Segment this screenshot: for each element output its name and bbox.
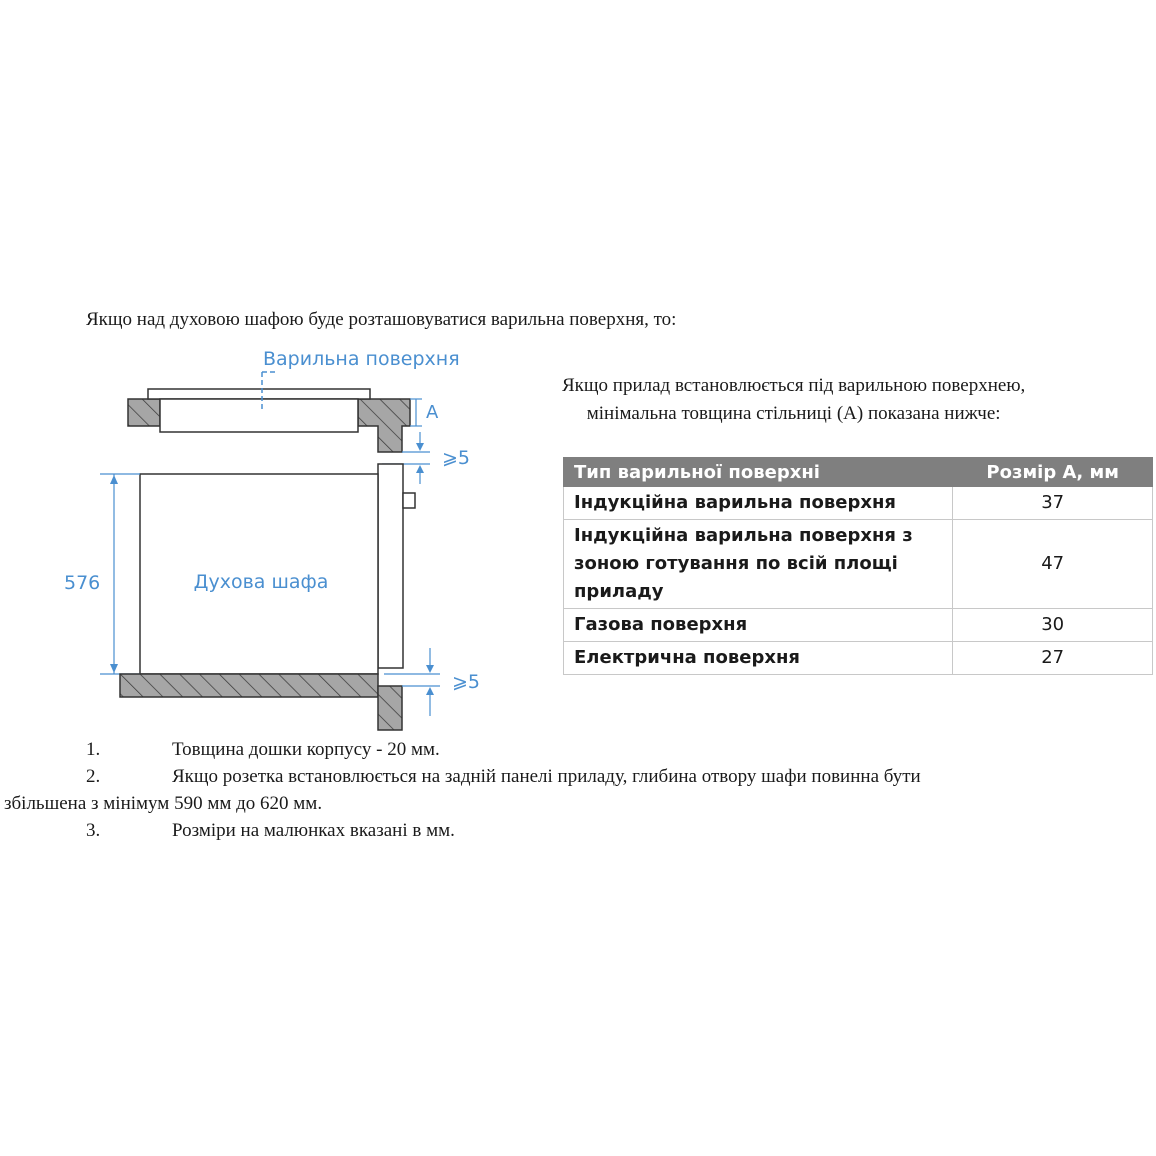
note-item [0, 763, 1156, 790]
cell-hob-type: Індукційна варильна поверхня з зоною готування по всій площі приладу [564, 520, 953, 609]
hob-body [160, 399, 358, 432]
notes-list [0, 736, 1156, 844]
note-item [0, 817, 1156, 844]
dim-576-label: 576 [64, 572, 101, 594]
right-intro [562, 372, 1025, 428]
bottom-shelf [120, 674, 378, 697]
cell-size: 30 [953, 609, 1153, 642]
table-header-row [564, 458, 1153, 487]
oven-label: Духова шафа [193, 571, 329, 593]
dim-576-arrowhead-top [110, 475, 118, 484]
hob-thickness-table [563, 457, 1153, 675]
right-intro-line2: мінімальна товщина стільниці (А) показана нижче: [586, 403, 1001, 424]
note-item [0, 736, 1156, 763]
cell-size: 27 [953, 642, 1153, 675]
hob-plate [148, 389, 370, 399]
cell-size: 47 [953, 520, 1153, 609]
bottom-side-panel [378, 686, 402, 730]
table-row [564, 520, 1153, 609]
countertop-right [358, 399, 410, 452]
intro-text: Якщо над духовою шафою буде розташовуватися варильна поверхня, то: [86, 309, 677, 330]
hob-label: Варильна поверхня [263, 348, 460, 370]
table-row [564, 609, 1153, 642]
cell-hob-type: Газова поверхня [564, 609, 953, 642]
note-continuation: збільшена з мінімум 590 мм до 620 мм. [4, 793, 323, 814]
dim-576-arrowhead-bottom [110, 664, 118, 673]
countertop-left [128, 399, 160, 426]
gap-bottom-arrowhead1 [426, 665, 434, 673]
header-size-a: Розмір А, мм [953, 458, 1153, 487]
note-text: Розміри на малюнках вказані в мм. [172, 820, 455, 841]
note-text: Якщо розетка встановлюється на задній панелі приладу, глибина отвору шафи повинна бути [172, 766, 921, 787]
note-number: 2. [86, 766, 101, 787]
oven-handle [403, 493, 415, 508]
header-hob-type: Тип варильної поверхні [564, 458, 953, 487]
note-number: 3. [86, 820, 101, 841]
table-row [564, 642, 1153, 675]
gap-top-arrowhead2 [416, 465, 424, 473]
note-text: Товщина дошки корпусу - 20 мм. [172, 739, 440, 760]
note-number: 1. [86, 739, 101, 760]
dim-a-label: A [426, 402, 439, 423]
table-row [564, 487, 1153, 520]
cell-size: 37 [953, 487, 1153, 520]
cell-hob-type: Індукційна варильна поверхня [564, 487, 953, 520]
gap-bottom-arrowhead2 [426, 687, 434, 695]
gap-top-label: ⩾5 [442, 447, 471, 469]
gap-bottom-label: ⩾5 [452, 671, 481, 693]
right-intro-line1: Якщо прилад встановлюється під варильною поверхнею, [562, 375, 1026, 396]
gap-top-arrowhead1 [416, 443, 424, 451]
cell-hob-type: Електрична поверхня [564, 642, 953, 675]
oven-front [378, 464, 403, 668]
